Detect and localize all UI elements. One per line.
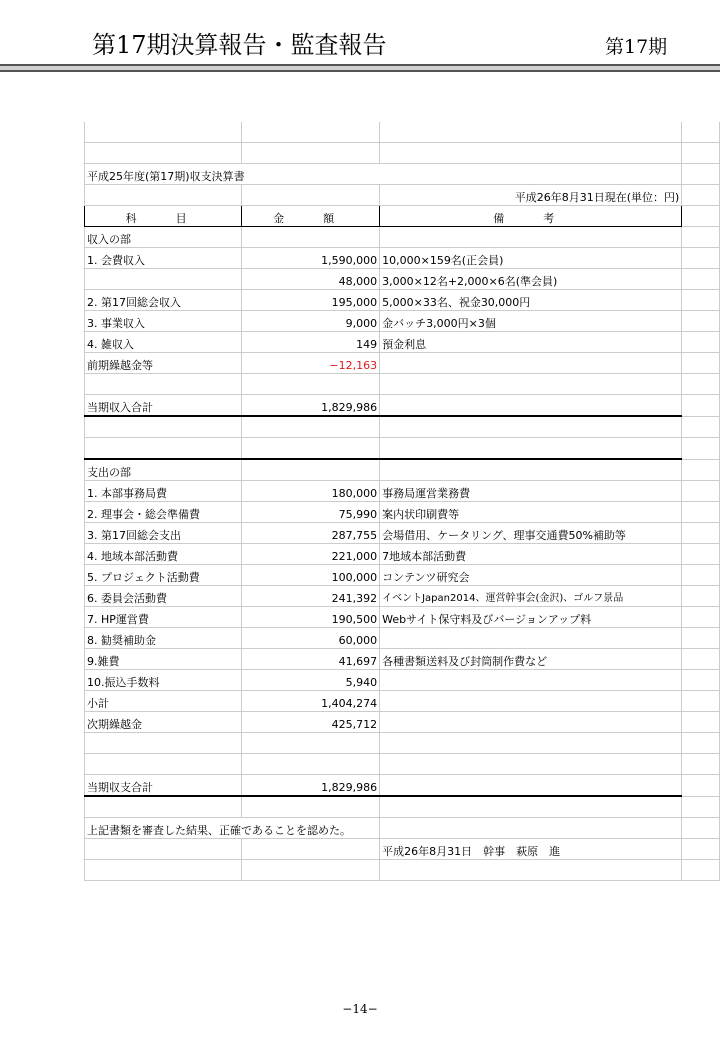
blank-row (85, 374, 720, 395)
audit-signature: 平成26年8月31日 幹事 萩原 進 (380, 839, 682, 860)
row-note: 各種書類送料及び封筒制作費など (380, 649, 682, 670)
column-header-row (85, 206, 720, 227)
row-note: 事務局運営業務費 (380, 481, 682, 502)
blank-row (85, 122, 720, 143)
table-row (85, 544, 720, 565)
row-item: 4. 雑収入 (85, 332, 242, 353)
expense-section-row (85, 459, 720, 481)
row-note (380, 628, 682, 649)
row-note: 10,000×159名(正会員) (380, 248, 682, 269)
row-item: 10.振込手数料 (85, 670, 242, 691)
table-row (85, 269, 720, 290)
blank-row (85, 754, 720, 775)
page-title: 第17期決算報告・監査報告 (92, 31, 387, 59)
row-amount: 5,940 (242, 670, 380, 691)
row-note: 7地域本部活動費 (380, 544, 682, 565)
audit-statement: 上記書類を審査した結果、正確であることを認めた。 (85, 818, 380, 839)
audit-statement-row (85, 818, 720, 839)
row-amount: 100,000 (242, 565, 380, 586)
row-note: 5,000×33名、祝金30,000円 (380, 290, 682, 311)
table-row (85, 565, 720, 586)
table-row (85, 290, 720, 311)
spreadsheet (84, 122, 720, 881)
col-header-amount: 金 額 (242, 206, 380, 227)
blank-row (85, 438, 720, 460)
grand-total-label: 当期収支合計 (85, 775, 242, 797)
as-of-row (85, 185, 720, 206)
table-row (85, 649, 720, 670)
title-underline-bar (0, 64, 720, 72)
income-total-amount: 1,829,986 (242, 395, 380, 417)
income-total-row (85, 395, 720, 417)
settlement-table (84, 122, 720, 881)
expense-section-title: 支出の部 (85, 459, 242, 481)
row-item: 5. プロジェクト活動費 (85, 565, 242, 586)
sheet-caption: 平成25年度(第17期)収支決算書 (85, 164, 380, 185)
row-amount: 287,755 (242, 523, 380, 544)
income-section-row (85, 227, 720, 248)
row-amount-negative: −12,163 (242, 353, 380, 374)
page-number: −14− (342, 1002, 378, 1016)
income-total-label: 当期収入合計 (85, 395, 242, 417)
row-amount: 41,697 (242, 649, 380, 670)
row-item: 4. 地域本部活動費 (85, 544, 242, 565)
table-row (85, 586, 720, 607)
table-row (85, 311, 720, 332)
table-row (85, 628, 720, 649)
row-note (380, 691, 682, 712)
blank-row (85, 143, 720, 164)
row-amount: 149 (242, 332, 380, 353)
table-row (85, 353, 720, 374)
table-row (85, 502, 720, 523)
row-item: 3. 第17回総会支出 (85, 523, 242, 544)
income-section-title: 収入の部 (85, 227, 242, 248)
row-note: 預金利息 (380, 332, 682, 353)
row-amount: 1,590,000 (242, 248, 380, 269)
row-amount: 48,000 (242, 269, 380, 290)
row-amount: 425,712 (242, 712, 380, 733)
row-item: 8. 勧奨補助金 (85, 628, 242, 649)
grand-total-amount: 1,829,986 (242, 775, 380, 797)
blank-row (85, 860, 720, 881)
table-row (85, 248, 720, 269)
row-item: 2. 第17回総会収入 (85, 290, 242, 311)
row-amount: 9,000 (242, 311, 380, 332)
row-item: 1. 本部事務局費 (85, 481, 242, 502)
row-note: 金バッチ3,000円×3個 (380, 311, 682, 332)
as-of-date: 平成26年8月31日現在(単位：円) (380, 185, 682, 206)
row-note (380, 712, 682, 733)
col-header-note: 備 考 (380, 206, 682, 227)
row-item: 2. 理事会・総会準備費 (85, 502, 242, 523)
row-amount: 195,000 (242, 290, 380, 311)
row-item (85, 269, 242, 290)
blank-row (85, 416, 720, 438)
row-note: 案内状印刷費等 (380, 502, 682, 523)
audit-signature-row (85, 839, 720, 860)
row-note (380, 670, 682, 691)
row-amount: 221,000 (242, 544, 380, 565)
table-row (85, 481, 720, 502)
table-row (85, 523, 720, 544)
row-note: 会場借用、ケータリング、理事交通費50%補助等 (380, 523, 682, 544)
row-item: 9.雑費 (85, 649, 242, 670)
row-note: 3,000×12名+2,000×6名(準会員) (380, 269, 682, 290)
blank-row (85, 733, 720, 754)
table-row (85, 712, 720, 733)
caption-row (85, 164, 720, 185)
row-item: 次期繰越金 (85, 712, 242, 733)
row-item: 6. 委員会活動費 (85, 586, 242, 607)
row-item: 3. 事業収入 (85, 311, 242, 332)
col-header-item: 科 目 (85, 206, 242, 227)
row-item: 小計 (85, 691, 242, 712)
period-label: 第17期 (605, 36, 668, 58)
table-row (85, 670, 720, 691)
table-row (85, 691, 720, 712)
blank-row (85, 796, 720, 818)
row-amount: 241,392 (242, 586, 380, 607)
table-row (85, 332, 720, 353)
table-row (85, 607, 720, 628)
row-note (380, 353, 682, 374)
row-note: Webサイト保守料及びバージョンアップ料 (380, 607, 682, 628)
row-note: コンテンツ研究会 (380, 565, 682, 586)
row-amount: 1,404,274 (242, 691, 380, 712)
row-item: 1. 会費収入 (85, 248, 242, 269)
row-note: イベントJapan2014、運営幹事会(金沢)、ゴルフ景品 (380, 586, 682, 607)
row-item: 前期繰越金等 (85, 353, 242, 374)
row-amount: 60,000 (242, 628, 380, 649)
row-amount: 190,500 (242, 607, 380, 628)
grand-total-row (85, 775, 720, 797)
row-amount: 180,000 (242, 481, 380, 502)
row-amount: 75,990 (242, 502, 380, 523)
row-item: 7. HP運営費 (85, 607, 242, 628)
